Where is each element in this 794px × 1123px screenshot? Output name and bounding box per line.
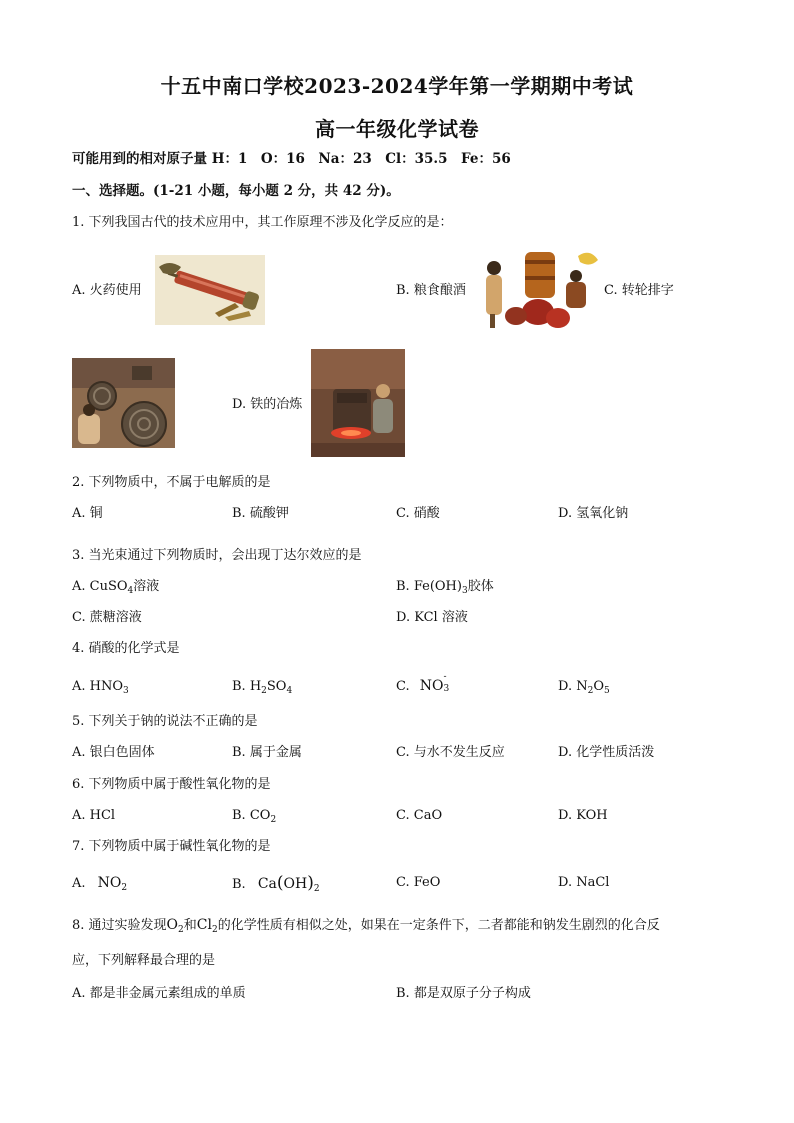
q8-stem-middle: 的化学性质有相似之处，如果在一定条件下，二者都能和钠发生剧烈的化合反: [217, 918, 660, 933]
q3-a-subscript: 4: [127, 586, 134, 596]
q4-c-formula: NO: [419, 678, 444, 694]
q3-a-text: 溶液: [133, 579, 160, 594]
q6-option-d: D. KOH: [558, 808, 608, 823]
q4-stem: 4. 硝酸的化学式是: [72, 641, 180, 656]
q1-option-b: B. 粮食酿酒: [396, 283, 466, 298]
q8-stem-line1: [72, 916, 660, 939]
q2-option-a: A. 铜: [72, 506, 103, 521]
q6-option-c: C. CaO: [396, 808, 443, 823]
q4-option-b: [232, 678, 292, 700]
q4-c-charge: [443, 672, 452, 694]
q5-option-c: C. 与水不发生反应: [396, 745, 505, 760]
q4-option-c: [396, 672, 452, 696]
q2-option-b: B. 硫酸钾: [232, 506, 289, 521]
q2-option-d: D. 氢氧化钠: [558, 506, 629, 521]
q4-c-superscript: -: [443, 672, 447, 682]
q6-stem: 6. 下列物质中属于酸性氧化物的是: [72, 777, 271, 792]
brewing-image: [480, 246, 602, 330]
q5-option-d: D. 化学性质活泼: [558, 745, 655, 760]
q7-a-subscript: 2: [121, 883, 128, 893]
exam-title: 十五中南口学校2023-2024学年第一学期期中考试: [160, 74, 634, 98]
q7-a-label: A.: [72, 876, 86, 891]
q4-c-subscript: 3: [443, 684, 450, 694]
q7-option-a: [72, 874, 127, 897]
q8-stem-start: 8. 通过实验发现: [72, 918, 167, 933]
q8-option-a: A. 都是非金属元素组成的单质: [72, 986, 246, 1001]
q3-option-c: C. 蔗糖溶液: [72, 610, 142, 625]
q4-d-mid: O: [593, 679, 605, 694]
q8-cl2-formula: Cl: [196, 917, 212, 933]
q3-b-subscript: 3: [461, 586, 468, 596]
q8-option-b: B. 都是双原子分子构成: [396, 986, 531, 1001]
q7-option-d: D. NaCl: [558, 875, 610, 890]
q4-option-a: [72, 678, 129, 700]
q5-stem: 5. 下列关于钠的说法不正确的是: [72, 714, 258, 729]
atomic-mass-note: 可能用到的相对原子量 H：1 O：16 Na：23 Cl：35.5 Fe：56: [72, 151, 511, 167]
q8-and: 和: [183, 918, 197, 933]
q4-b-pre: B. H: [232, 679, 262, 694]
q4-option-d: [558, 678, 610, 700]
q7-option-c: C. FeO: [396, 875, 441, 890]
q7-option-b: [232, 874, 320, 898]
q3-option-d: D. KCl 溶液: [396, 610, 468, 625]
q3-a-formula: A. CuSO: [72, 579, 128, 594]
q4-b-mid: SO: [266, 679, 287, 694]
q8-cl2-subscript: 2: [211, 925, 218, 935]
q4-b-sub2: 4: [286, 686, 293, 696]
q5-option-b: B. 属于金属: [232, 745, 302, 760]
q8-stem-line2: 应，下列解释最合理的是: [72, 953, 216, 968]
q4-a-subscript: 3: [123, 686, 129, 696]
q4-d-sub2: 5: [604, 686, 610, 696]
q3-option-a: [72, 578, 159, 600]
q7-stem: 7. 下列物质中属于碱性氧化物的是: [72, 839, 271, 854]
q4-c-label: C.: [396, 679, 410, 694]
q2-stem: 2. 下列物质中，不属于电解质的是: [72, 475, 271, 490]
q6-option-a: A. HCl: [72, 808, 116, 823]
q6-option-b: [232, 807, 276, 829]
exam-subtitle: 高一年级化学试卷: [315, 117, 479, 141]
q7-a-formula: NO: [97, 875, 122, 891]
movable-type-image: [72, 358, 175, 448]
q7-b-formula: Ca: [257, 876, 277, 892]
q3-stem: 3. 当光束通过下列物质时，会出现丁达尔效应的是: [72, 548, 362, 563]
gunpowder-rocket-image: [155, 255, 265, 325]
q6-b-formula: B. CO: [232, 808, 271, 823]
q4-b-sub1: 2: [261, 686, 267, 696]
q8-o2-subscript: 2: [178, 925, 184, 935]
q7-b-label: B.: [232, 877, 246, 892]
q4-a-formula: A. HNO: [72, 679, 124, 694]
q5-option-a: A. 银白色固体: [72, 745, 155, 760]
q7-b-subscript: 2: [313, 884, 320, 894]
q4-d-sub1: 2: [587, 686, 594, 696]
q1-option-d: D. 铁的冶炼: [232, 397, 303, 412]
q7-b-close-paren: ): [307, 873, 314, 893]
q1-option-a: A. 火药使用: [72, 283, 142, 298]
q7-b-inner: OH: [283, 876, 308, 892]
iron-smelting-image: [311, 349, 405, 457]
q1-stem: 1. 下列我国古代的技术应用中，其工作原理不涉及化学反应的是：: [72, 215, 453, 230]
q6-b-subscript: 2: [270, 815, 277, 825]
q3-b-formula: B. Fe(OH): [396, 579, 462, 594]
q1-option-c: C. 转轮排字: [604, 283, 674, 298]
q8-o2-formula: O: [166, 917, 179, 933]
q3-b-text: 胶体: [467, 579, 494, 594]
q7-b-open-paren: (: [276, 873, 284, 893]
q3-option-b: [396, 578, 494, 600]
q2-option-c: C. 硝酸: [396, 506, 440, 521]
section-heading: 一、选择题。(1-21 小题，每小题 2 分，共 42 分)。: [72, 183, 400, 199]
q4-d-pre: D. N: [558, 679, 588, 694]
